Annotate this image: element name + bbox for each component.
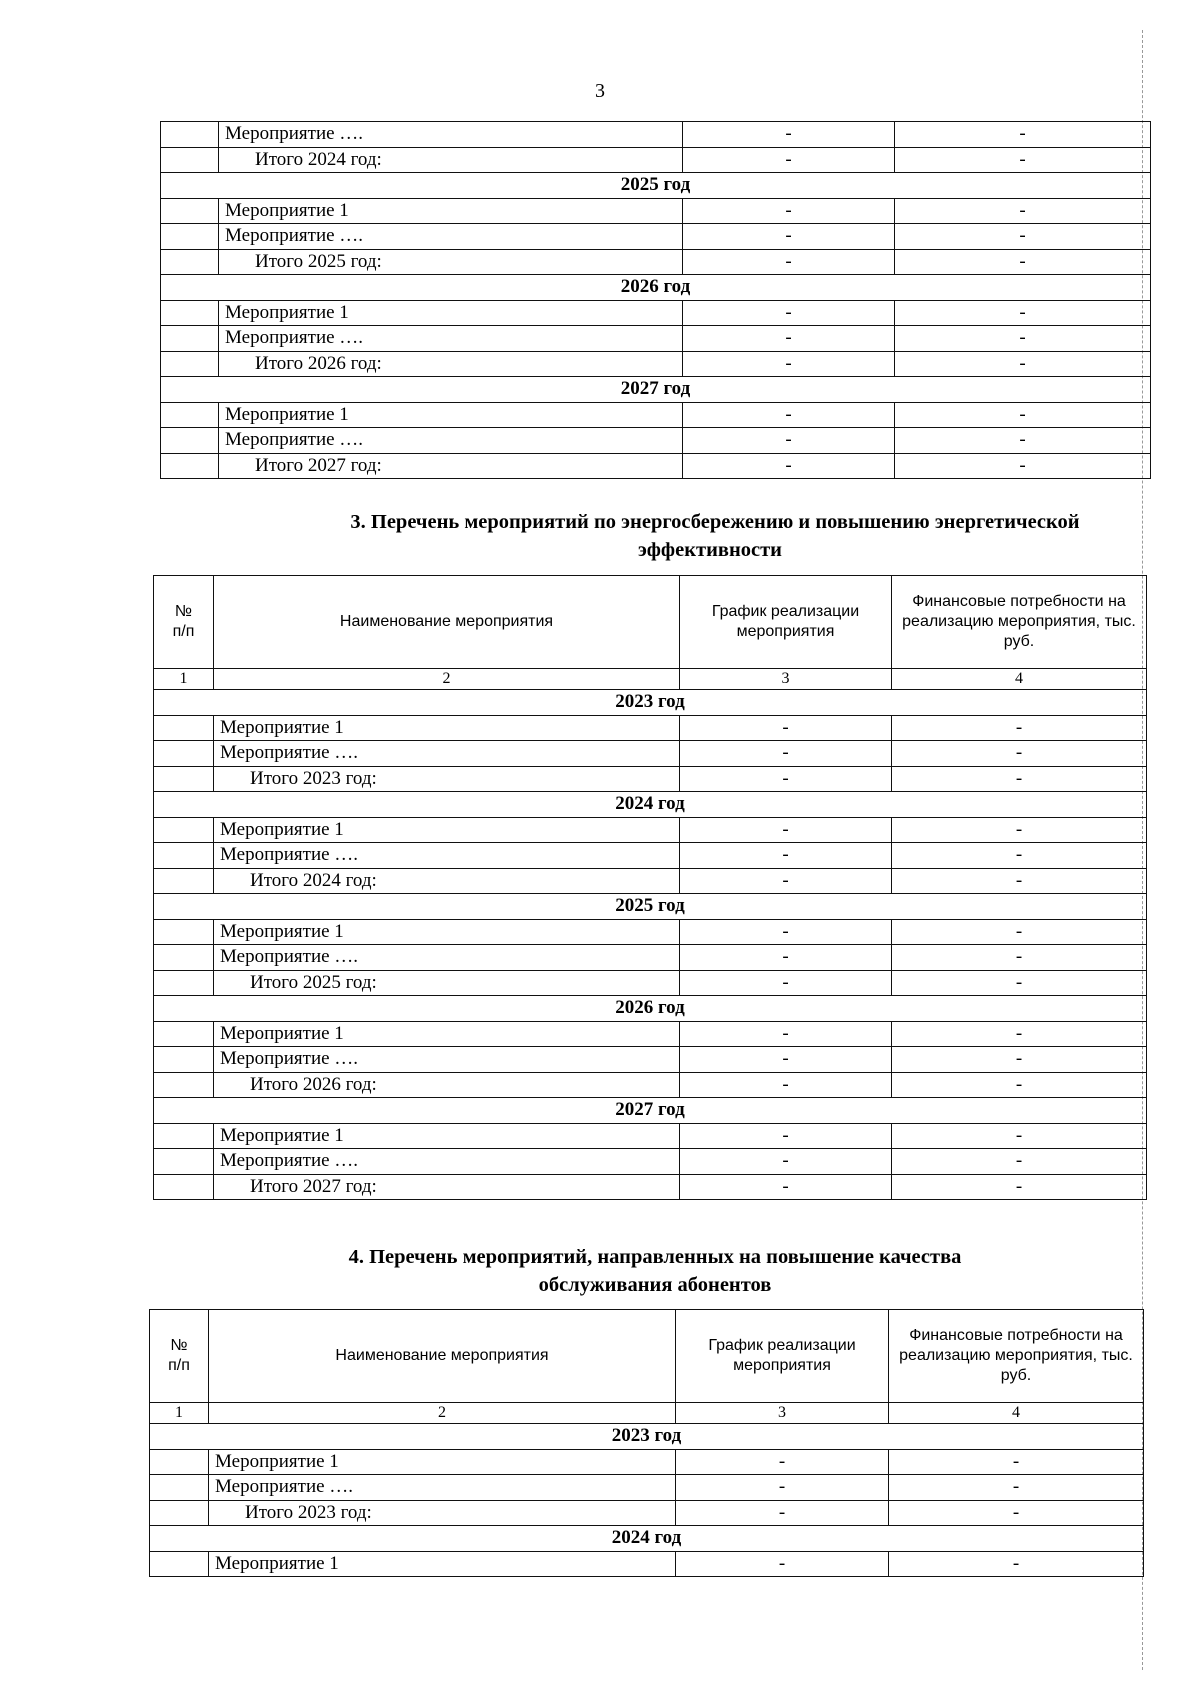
- finance-cell: -: [892, 715, 1147, 741]
- measure-row: [154, 1047, 1147, 1073]
- header-number: № п/п: [150, 1310, 209, 1403]
- schedule-cell: -: [680, 1174, 892, 1200]
- schedule-cell: -: [680, 766, 892, 792]
- finance-cell: -: [892, 868, 1147, 894]
- measure-name: Мероприятие 1: [214, 1123, 680, 1149]
- measure-row: [150, 1551, 1144, 1577]
- year-row: [154, 1098, 1147, 1124]
- schedule-cell: -: [683, 147, 895, 173]
- finance-cell: -: [895, 351, 1151, 377]
- measure-row: [161, 224, 1151, 250]
- finance-cell: -: [892, 1174, 1147, 1200]
- finance-cell: -: [895, 122, 1151, 148]
- total-row: [154, 1072, 1147, 1098]
- finance-cell: -: [895, 249, 1151, 275]
- row-number-cell: [161, 249, 219, 275]
- measure-name: Мероприятие 1: [209, 1551, 676, 1577]
- year-label: 2024 год: [150, 1526, 1144, 1552]
- schedule-cell: -: [680, 970, 892, 996]
- measure-name: Мероприятие 1: [214, 919, 680, 945]
- row-number-cell: [154, 970, 214, 996]
- measure-row: [161, 122, 1151, 148]
- finance-cell: -: [895, 428, 1151, 454]
- total-label: Итого 2025 год:: [214, 970, 680, 996]
- column-number-4: 4: [889, 1403, 1144, 1424]
- schedule-cell: -: [676, 1551, 889, 1577]
- header-measure-name: Наименование мероприятия: [214, 576, 680, 669]
- finance-cell: -: [895, 326, 1151, 352]
- row-number-cell: [154, 868, 214, 894]
- measure-row: [150, 1449, 1144, 1475]
- total-row: [154, 766, 1147, 792]
- row-number-cell: [154, 741, 214, 767]
- section-4-title-line1: 4. Перечень мероприятий, направленных на повышение качества: [348, 1246, 962, 1268]
- year-label: 2023 год: [150, 1424, 1144, 1450]
- year-label: 2027 год: [154, 1098, 1147, 1124]
- row-number-cell: [154, 1021, 214, 1047]
- measure-name: Мероприятие ….: [219, 224, 683, 250]
- row-number-cell: [154, 945, 214, 971]
- total-label: Итого 2026 год:: [219, 351, 683, 377]
- row-number-cell: [161, 351, 219, 377]
- row-number-cell: [161, 453, 219, 479]
- schedule-cell: -: [683, 300, 895, 326]
- measure-row: [161, 198, 1151, 224]
- measure-name: Мероприятие 1: [214, 817, 680, 843]
- measure-name: Мероприятие ….: [219, 122, 683, 148]
- row-number-cell: [161, 198, 219, 224]
- year-label: 2023 год: [154, 690, 1147, 716]
- measure-row: [161, 402, 1151, 428]
- total-row: [154, 868, 1147, 894]
- finance-cell: -: [895, 147, 1151, 173]
- schedule-cell: -: [676, 1449, 889, 1475]
- measure-name: Мероприятие 1: [214, 1021, 680, 1047]
- total-row: [161, 249, 1151, 275]
- total-label: Итого 2027 год:: [214, 1174, 680, 1200]
- header-number: № п/п: [154, 576, 214, 669]
- header-finance: Финансовые потребности на реализацию мероприятия, тыс. руб.: [889, 1310, 1144, 1403]
- schedule-cell: -: [680, 1149, 892, 1175]
- column-number-1: 1: [150, 1403, 209, 1424]
- measure-row: [161, 300, 1151, 326]
- finance-cell: -: [892, 766, 1147, 792]
- finance-cell: -: [895, 300, 1151, 326]
- schedule-cell: -: [680, 715, 892, 741]
- schedule-cell: -: [683, 249, 895, 275]
- header-measure-name: Наименование мероприятия: [209, 1310, 676, 1403]
- energy-saving-measures-table: [153, 575, 1147, 1200]
- schedule-cell: -: [676, 1475, 889, 1501]
- measure-row: [154, 843, 1147, 869]
- header-finance: Финансовые потребности на реализацию мероприятия, тыс. руб.: [892, 576, 1147, 669]
- schedule-cell: -: [676, 1500, 889, 1526]
- year-label: 2026 год: [154, 996, 1147, 1022]
- finance-cell: -: [892, 1047, 1147, 1073]
- measure-row: [161, 428, 1151, 454]
- total-row: [154, 970, 1147, 996]
- page-number: 3: [595, 80, 605, 102]
- year-label: 2025 год: [154, 894, 1147, 920]
- finance-cell: -: [892, 1149, 1147, 1175]
- section-4-title: [150, 1243, 1140, 1299]
- column-number-1: 1: [154, 669, 214, 690]
- measure-name: Мероприятие ….: [214, 945, 680, 971]
- row-number-cell: [150, 1551, 209, 1577]
- finance-cell: -: [892, 1072, 1147, 1098]
- row-number-cell: [154, 1047, 214, 1073]
- year-label: 2027 год: [161, 377, 1151, 403]
- year-label: 2025 год: [161, 173, 1151, 199]
- year-row: [161, 275, 1151, 301]
- subscriber-service-measures-table: [149, 1309, 1144, 1577]
- row-number-cell: [154, 1174, 214, 1200]
- row-number-cell: [154, 715, 214, 741]
- schedule-cell: -: [683, 453, 895, 479]
- schedule-cell: -: [680, 843, 892, 869]
- year-row: [150, 1424, 1144, 1450]
- measure-row: [150, 1475, 1144, 1501]
- row-number-cell: [161, 300, 219, 326]
- measure-name: Мероприятие ….: [214, 1149, 680, 1175]
- measure-name: Мероприятие ….: [219, 428, 683, 454]
- year-row: [154, 996, 1147, 1022]
- schedule-cell: -: [683, 122, 895, 148]
- measure-name: Мероприятие ….: [219, 326, 683, 352]
- year-row: [154, 894, 1147, 920]
- schedule-cell: -: [680, 1047, 892, 1073]
- finance-cell: -: [889, 1449, 1144, 1475]
- total-label: Итого 2023 год:: [214, 766, 680, 792]
- column-number-row: [154, 669, 1147, 690]
- row-number-cell: [161, 224, 219, 250]
- section-3-title-line2: эффективности: [637, 539, 782, 561]
- finance-cell: -: [895, 402, 1151, 428]
- total-label: Итого 2024 год:: [219, 147, 683, 173]
- year-label: 2024 год: [154, 792, 1147, 818]
- row-number-cell: [154, 843, 214, 869]
- column-number-2: 2: [214, 669, 680, 690]
- row-number-cell: [154, 1072, 214, 1098]
- measure-name: Мероприятие 1: [214, 715, 680, 741]
- total-row: [161, 351, 1151, 377]
- finance-cell: -: [895, 224, 1151, 250]
- column-number-4: 4: [892, 669, 1147, 690]
- row-number-cell: [161, 326, 219, 352]
- measure-name: Мероприятие ….: [214, 843, 680, 869]
- total-label: Итого 2025 год:: [219, 249, 683, 275]
- measure-row: [154, 1123, 1147, 1149]
- finance-cell: -: [892, 741, 1147, 767]
- schedule-cell: -: [680, 868, 892, 894]
- measure-name: Мероприятие ….: [214, 1047, 680, 1073]
- year-row: [154, 792, 1147, 818]
- finance-cell: -: [889, 1551, 1144, 1577]
- total-label: Итого 2024 год:: [214, 868, 680, 894]
- measure-row: [154, 945, 1147, 971]
- total-row: [150, 1500, 1144, 1526]
- measures-table-continuation: [160, 121, 1151, 479]
- column-number-row: [150, 1403, 1144, 1424]
- year-row: [161, 377, 1151, 403]
- schedule-cell: -: [680, 919, 892, 945]
- year-row: [161, 173, 1151, 199]
- measure-name: Мероприятие 1: [219, 402, 683, 428]
- schedule-cell: -: [680, 1072, 892, 1098]
- row-number-cell: [150, 1449, 209, 1475]
- total-row: [161, 147, 1151, 173]
- measure-name: Мероприятие ….: [209, 1475, 676, 1501]
- year-row: [150, 1526, 1144, 1552]
- year-label: 2026 год: [161, 275, 1151, 301]
- measure-name: Мероприятие 1: [209, 1449, 676, 1475]
- row-number-cell: [161, 122, 219, 148]
- row-number-cell: [150, 1500, 209, 1526]
- finance-cell: -: [892, 1021, 1147, 1047]
- total-label: Итого 2026 год:: [214, 1072, 680, 1098]
- row-number-cell: [154, 1123, 214, 1149]
- measure-row: [154, 741, 1147, 767]
- schedule-cell: -: [683, 428, 895, 454]
- finance-cell: -: [889, 1500, 1144, 1526]
- finance-cell: -: [892, 945, 1147, 971]
- measure-row: [154, 919, 1147, 945]
- finance-cell: -: [892, 817, 1147, 843]
- total-label: Итого 2027 год:: [219, 453, 683, 479]
- section-3-title-line1: 3. Перечень мероприятий по энергосбережению и повышению энергетической: [350, 511, 1080, 533]
- row-number-cell: [161, 402, 219, 428]
- measure-name: Мероприятие ….: [214, 741, 680, 767]
- schedule-cell: -: [680, 945, 892, 971]
- schedule-cell: -: [683, 326, 895, 352]
- schedule-cell: -: [680, 741, 892, 767]
- row-number-cell: [161, 428, 219, 454]
- column-number-3: 3: [680, 669, 892, 690]
- measure-name: Мероприятие 1: [219, 300, 683, 326]
- column-number-2: 2: [209, 1403, 676, 1424]
- finance-cell: -: [895, 198, 1151, 224]
- measure-row: [154, 715, 1147, 741]
- row-number-cell: [154, 817, 214, 843]
- column-number-3: 3: [676, 1403, 889, 1424]
- row-number-cell: [150, 1475, 209, 1501]
- schedule-cell: -: [683, 351, 895, 377]
- finance-cell: -: [889, 1475, 1144, 1501]
- schedule-cell: -: [680, 817, 892, 843]
- finance-cell: -: [892, 1123, 1147, 1149]
- schedule-cell: -: [683, 224, 895, 250]
- row-number-cell: [154, 766, 214, 792]
- schedule-cell: -: [683, 198, 895, 224]
- total-row: [161, 453, 1151, 479]
- finance-cell: -: [895, 453, 1151, 479]
- section-4-title-line2: обслуживания абонентов: [538, 1274, 772, 1296]
- measure-row: [154, 1149, 1147, 1175]
- measure-row: [154, 1021, 1147, 1047]
- row-number-cell: [161, 147, 219, 173]
- finance-cell: -: [892, 843, 1147, 869]
- total-label: Итого 2023 год:: [209, 1500, 676, 1526]
- measure-row: [154, 817, 1147, 843]
- year-row: [154, 690, 1147, 716]
- schedule-cell: -: [683, 402, 895, 428]
- measure-row: [161, 326, 1151, 352]
- finance-cell: -: [892, 919, 1147, 945]
- schedule-cell: -: [680, 1021, 892, 1047]
- table-header-row: [154, 576, 1147, 669]
- total-row: [154, 1174, 1147, 1200]
- measure-name: Мероприятие 1: [219, 198, 683, 224]
- finance-cell: -: [892, 970, 1147, 996]
- section-3-title: [160, 508, 1150, 564]
- row-number-cell: [154, 1149, 214, 1175]
- header-schedule: График реализации мероприятия: [680, 576, 892, 669]
- row-number-cell: [154, 919, 214, 945]
- header-schedule: График реализации мероприятия: [676, 1310, 889, 1403]
- schedule-cell: -: [680, 1123, 892, 1149]
- table-header-row: [150, 1310, 1144, 1403]
